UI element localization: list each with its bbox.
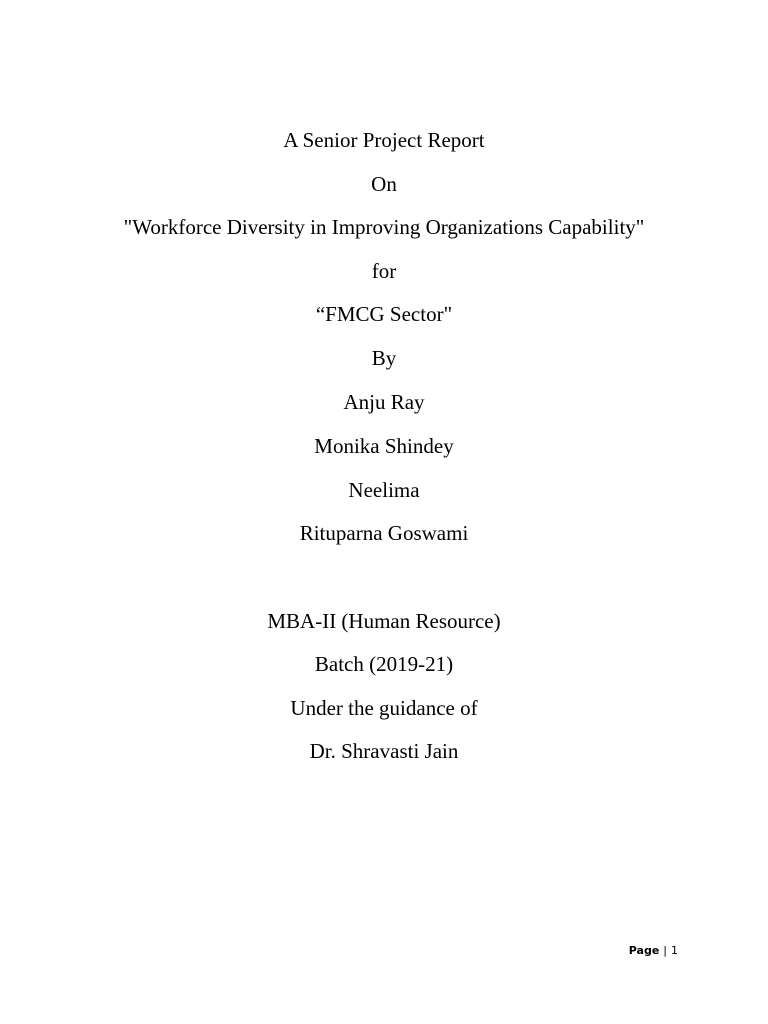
- page-label: Page: [628, 944, 660, 957]
- sector-name: “FMCG Sector": [315, 302, 453, 326]
- by-label: By: [371, 346, 397, 370]
- author-name: Neelima: [348, 478, 420, 502]
- author-name: Anju Ray: [343, 390, 425, 414]
- report-type: A Senior Project Report: [283, 128, 485, 152]
- author-name: Monika Shindey: [314, 434, 454, 458]
- author-name: Rituparna Goswami: [299, 521, 469, 545]
- page-number: 1: [671, 944, 678, 957]
- page-separator: |: [663, 944, 667, 957]
- for-label: for: [371, 259, 397, 283]
- program-name: MBA-II (Human Resource): [267, 609, 501, 633]
- guide-name: Dr. Shravasti Jain: [309, 739, 459, 763]
- batch-info: Batch (2019-21): [314, 652, 454, 676]
- on-label: On: [371, 172, 397, 196]
- page-footer: [629, 944, 678, 958]
- guidance-label: Under the guidance of: [290, 696, 478, 720]
- project-title: "Workforce Diversity in Improving Organizations Capability": [123, 215, 645, 239]
